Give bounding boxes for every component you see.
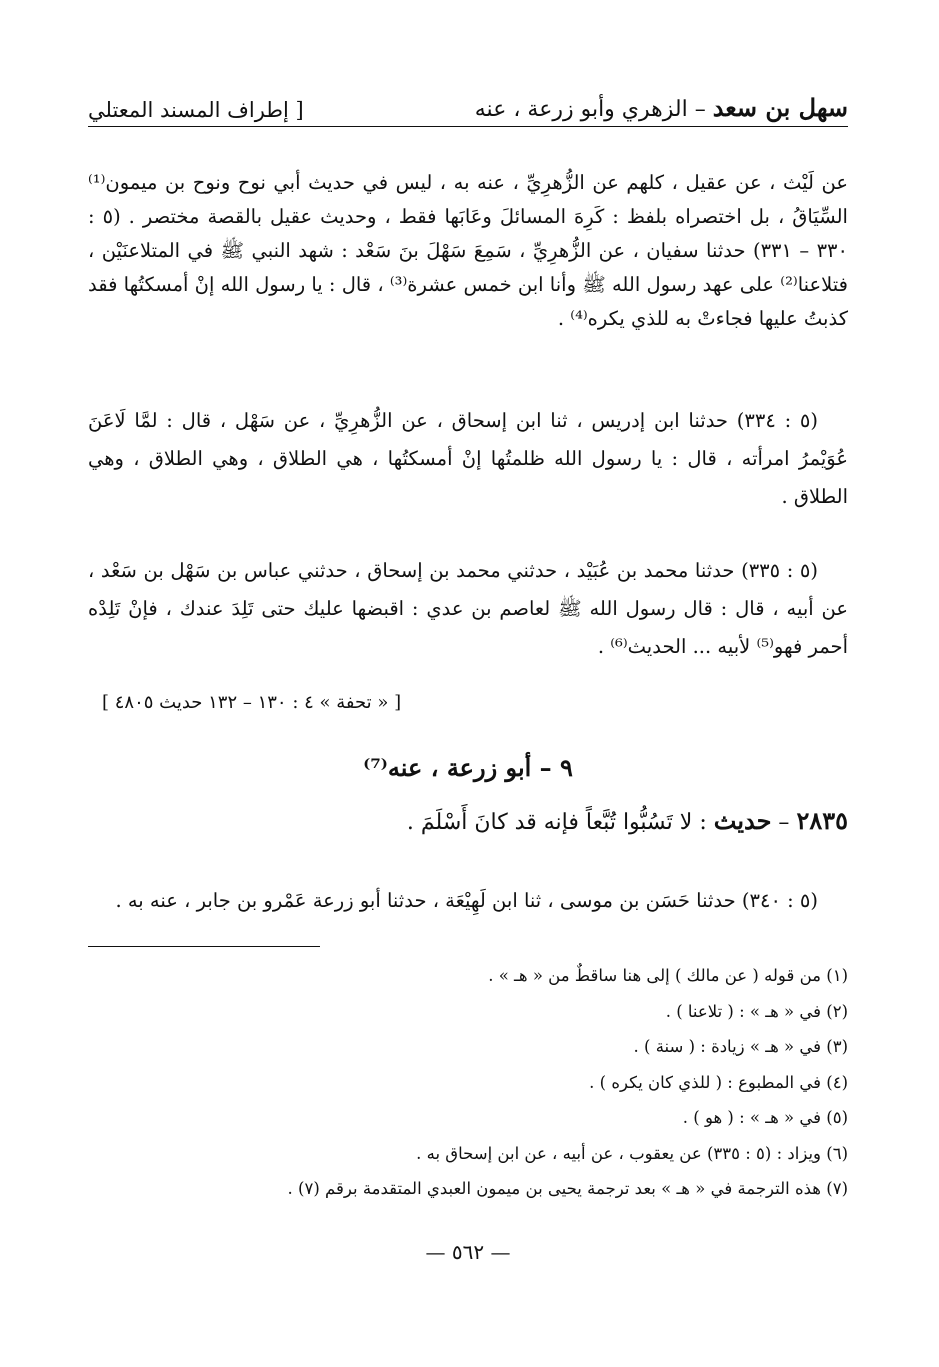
book-page	[88, 70, 848, 1350]
paragraph-2: (٥ : ٣٣٤) حدثنا ابن إدريس ، ثنا ابن إسحاق ، عن الزُّهرِيِّ ، عن سَهْل ، قال : لمَّا لَاعَنَ عُوَيْمرُ امرأته ، قال : يا رسول الله ظلمتُها إنْ أمسكتُها ، هي الطلاق ، وهي الطلاق ، وهي الطلاق .	[88, 408, 848, 508]
running-head-book-title: [ إطراف المسند المعتلي	[88, 98, 304, 122]
tuhfa-reference: [ « تحفة » ٤ : ١٣٠ – ١٣٢ حديث ٤٨٠٥ ]	[102, 692, 402, 713]
footnote-5: (٥) في « هـ » : ( هو ) .	[682, 1108, 848, 1127]
running-head	[88, 84, 848, 124]
footnote-2: (٢) في « هـ » : ( تلاعنا ) .	[665, 1001, 848, 1021]
hadith-number: ٢٨٣٥	[796, 806, 848, 835]
footnote-3: (٣) في « هـ » زيادة : ( سنة ) .	[633, 1037, 848, 1056]
hadith-text: : لا تَسُبُّوا تُبَّعاً فإنه قد كانَ أَسْلَمَ .	[406, 810, 714, 835]
footnote-6: (٦) ويزاد : (٥ : ٣٣٥) عن يعقوب ، عن أبيه ، عن ابن إسحاق به .	[416, 1143, 848, 1163]
hadith-separator: –	[771, 810, 797, 835]
paragraph-1: عن لَيْث ، عن عقيل ، كلهم عن الزُّهرِيِّ ، عنه به ، ليس في حديث أبي نوح ونوح بن ميمون⁽¹⁾ السِّيَاقُ ، بل اختصراه بلفظ : كَرِهَ المسائلَ وعَابَها فقط ، وحديث عقيل بالقصة مختصر . (٥ : ٣٣٠ – ٣٣١) حدثنا سفيان ، عن الزُّهرِيِّ ، سَمِعَ سَهْلَ بنَ سَعْد : شهد النبي ﷺ في المتلاعنَيْن ، فتلاعنا⁽²⁾ على عهد رسول الله ﷺ وأنا ابن خمس عشرة⁽³⁾ ، قال : يا رسول الله إنْ أمسكتُها فقد كذبتُ عليها فجاءتْ به للذي يكره⁽⁴⁾ .	[88, 170, 848, 330]
page-number: — ٥٦٢ —	[425, 1240, 511, 1264]
footnote-4: (٤) في المطبوع : ( للذي كان يكره ) .	[589, 1072, 848, 1092]
footnote-7: (٧) هذه الترجمة في « هـ » بعد ترجمة يحيى بن ميمون العبدي المتقدمة برقم (٧) .	[287, 1179, 848, 1198]
running-head-chapter-sub: – الزهري وأبو زرعة ، عنه	[474, 97, 713, 122]
paragraph-4: (٥ : ٣٤٠) حدثنا حَسَن بن موسى ، ثنا ابن لَهِيْعَة ، حدثنا أبو زرعة عَمْرو بن جابر ، عنه به .	[115, 888, 818, 912]
paragraph-3: (٥ : ٣٣٥) حدثنا محمد بن عُبَيْد ، حدثني محمد بن إسحاق ، حدثني عباس بن سَهْل بن سَعْد ، عن أبيه ، قال : قال رسول الله ﷺ لعاصم بن عدي : اقبضها عليك حتى تَلِدَ عندك ، فإنْ تَلِدْه أحمر فهو⁽⁵⁾ لأبيه ... الحديث⁽⁶⁾ .	[88, 558, 848, 658]
footnote-rule	[88, 946, 320, 947]
section-heading: ٩ – أبو زرعة ، عنه⁽⁷⁾	[363, 753, 573, 782]
hadith-keyword: حديث	[713, 806, 772, 835]
running-head-chapter	[475, 94, 848, 124]
header-rule	[88, 126, 848, 127]
running-head-chapter-name: سهل بن سعد	[712, 93, 848, 122]
footnotes	[88, 958, 848, 1207]
hadith-entry	[88, 804, 848, 840]
footnote-1: (١) من قوله ( عن مالك ) إلى هنا ساقطٌ من « هـ » .	[488, 966, 848, 985]
